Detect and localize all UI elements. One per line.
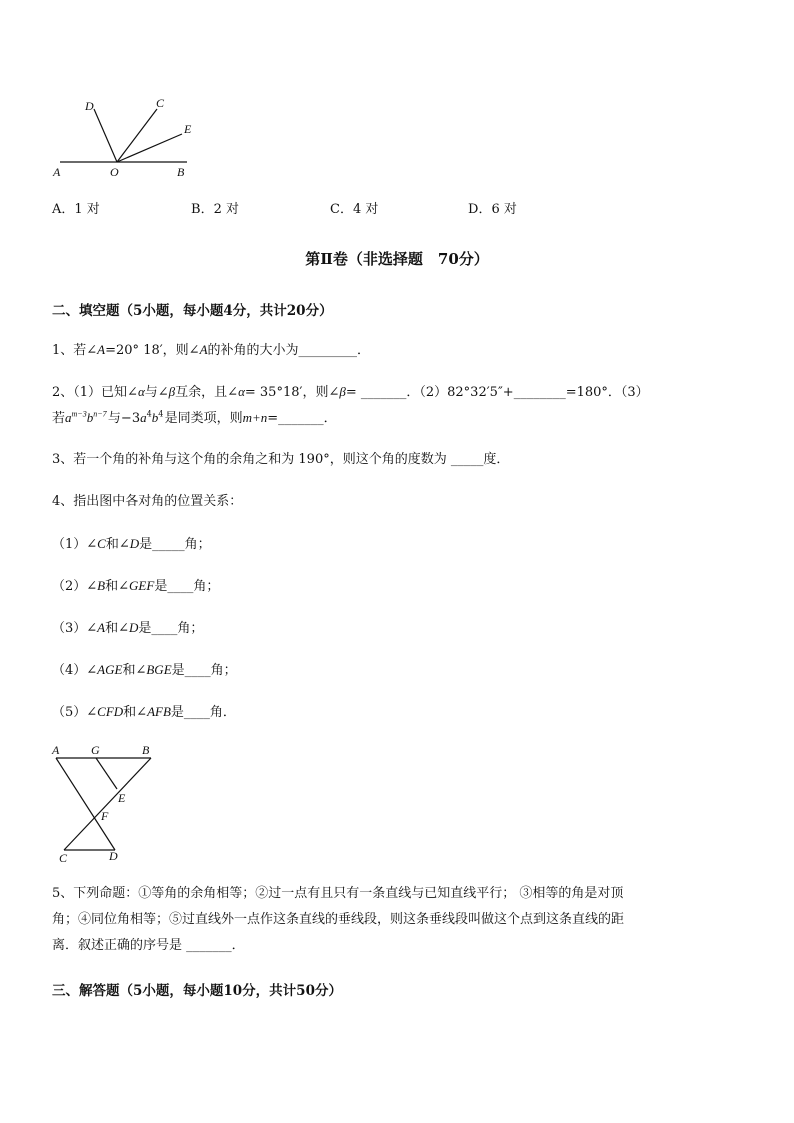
q2-mn: m+n [242,410,268,425]
q2-alpha: α [137,384,145,399]
choice-c [330,201,378,219]
choice-text: ．2 对 [200,202,239,217]
q2-text: 与 [107,411,121,426]
item-and: 和∠ [105,621,130,636]
question-1 [52,341,370,360]
q1-suffix: 的补角的大小为_________． [207,343,371,358]
item-and: 和∠ [105,579,130,594]
label-a: A [52,743,60,757]
choice-text: ．4 对 [339,202,379,217]
angle-b: D [129,536,140,551]
label-g: G [91,743,100,757]
question-4-item [52,619,203,638]
section3-heading: 三、解答题（5小题，每小题10分，共计50分） [52,983,342,999]
section2-heading: 二、填空题（5小题，每小题4分，共计20分） [52,303,333,319]
label-d: D [109,849,118,863]
angle-a: C [97,536,106,551]
item-num: （4）∠ [52,663,98,678]
item-num: （2）∠ [52,579,98,594]
q2-alpha: α [238,384,245,399]
question-5-line2: 角；④同位角相等；⑤过直线外一点作这条直线的垂线段，则这条垂线段叫做这个点到这条直线的距 [52,912,625,927]
line-bc [64,758,151,850]
angle-figure [50,92,200,182]
angle-a: B [97,578,106,593]
q2-beta: β [339,384,346,399]
q2-term: a [65,410,72,425]
part2-title: 第Ⅱ卷（非选择题 70分） [305,250,489,268]
question-3: 3、若一个角的补角与这个角的余角之和为 190°，则这个角的度数为 _____度． [52,452,510,467]
parallel-lines-figure [50,740,170,868]
q2-exp: n−7 [93,409,107,419]
choice-a [52,201,100,219]
question-4-item [52,535,211,554]
choice-text: ．1 对 [61,202,100,217]
item-num: （3）∠ [52,621,98,636]
q2-exp: m−3 [71,409,87,419]
item-end: 是____角； [154,579,220,594]
choice-letter: A [52,202,62,217]
angle-b: GEF [129,578,155,593]
label-c: C [59,851,68,865]
question-5-line3: 离．叙述正确的序号是 _______． [52,938,245,953]
q1-var: A [97,342,106,357]
item-end: 是____角． [170,705,236,720]
angle-b: BGE [146,662,172,677]
q1-mid: =20° 18′，则∠ [105,343,200,358]
line-ad [56,758,115,850]
question-2-line2 [52,409,337,428]
item-and: 和∠ [122,663,147,678]
q2-term: b [86,410,94,425]
label-b: B [142,743,150,757]
label-e: E [118,791,126,805]
q1-var2: A [199,342,208,357]
label-f: F [101,809,109,823]
line-ge [96,758,117,789]
item-end: 是_____角； [139,537,211,552]
angle-a: A [97,620,106,635]
ray-oc [117,109,157,162]
q2-text: 与∠ [144,385,169,400]
label-c: C [156,96,165,110]
item-end: 是____角； [171,663,237,678]
item-and: 和∠ [105,537,130,552]
question-4-intro: 4、指出图中各对角的位置关系： [52,494,243,509]
label-d: D [85,99,94,113]
q2-text: 若 [52,411,66,426]
angle-b: AFB [147,704,171,719]
angle-b: D [129,620,139,635]
q1-prefix: 1、若∠ [52,343,98,358]
q2-text: =_______． [267,411,337,426]
label-e: E [184,122,192,136]
choice-letter: D [468,202,479,217]
q2-term: b [151,410,159,425]
q2-text: = 35°18′，则∠ [244,385,340,400]
choice-letter: C [330,202,340,217]
choice-b [191,201,239,219]
item-and: 和∠ [123,705,148,720]
ray-oe [117,134,182,162]
question-4-item [52,661,237,680]
question-4-item [52,577,219,596]
q2-text: = _______．（2）82°32′5″+________=180°．（3） [345,385,649,400]
choice-d [468,201,517,219]
ray-od [94,109,117,162]
q2-text: 2、（1）已知∠ [52,385,138,400]
angle-a: AGE [97,662,123,677]
choice-text: ．6 对 [478,202,517,217]
choice-letter: B [191,202,201,217]
question-2-line1 [52,383,649,402]
q2-text: 互余，且∠ [175,385,239,400]
q2-exp: 4 [146,409,152,419]
label-a: A [53,165,61,179]
q2-exp: 4 [158,409,164,419]
item-num: （5）∠ [52,705,98,720]
question-4-item [52,703,236,722]
item-num: （1）∠ [52,537,98,552]
label-b: B [177,165,185,179]
q2-text: 是同类项，则 [164,411,243,426]
label-o: O [110,165,119,179]
q2-term: a [140,410,147,425]
question-5-line1: 5、下列命题：①等角的余角相等；②过一点有且只有一条直线与已知直线平行； ③相等的角是对顶 [52,886,624,901]
angle-a: CFD [97,704,124,719]
q2-beta: β [168,384,176,399]
item-end: 是____角； [138,621,204,636]
q2-coef: −3 [120,411,141,426]
